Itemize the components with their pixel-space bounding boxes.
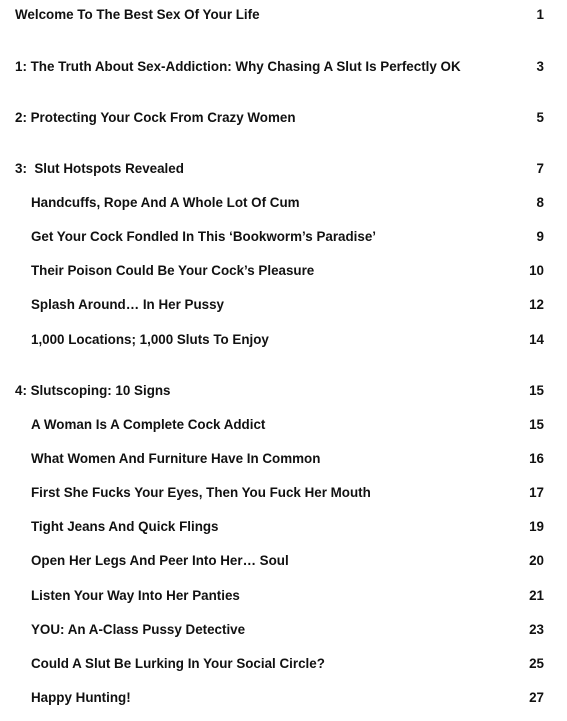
toc-entry-title: Handcuffs, Rope And A Whole Lot Of Cum <box>31 195 300 210</box>
toc-entry-title: What Women And Furniture Have In Common <box>31 451 321 466</box>
toc-entry-page: 25 <box>529 656 544 671</box>
toc-entry <box>0 483 567 503</box>
toc-entry-title: 2: Protecting Your Cock From Crazy Women <box>15 110 296 125</box>
toc-entry <box>0 159 567 179</box>
toc-entry <box>0 57 567 77</box>
toc-entry-page: 21 <box>529 588 544 603</box>
toc-entry-page: 5 <box>536 110 544 125</box>
toc-entry-page: 19 <box>529 519 544 534</box>
toc-entry <box>0 654 567 674</box>
toc-entry-title: A Woman Is A Complete Cock Addict <box>31 417 266 432</box>
toc-entry <box>0 108 567 128</box>
toc-entry-title: Splash Around… In Her Pussy <box>31 297 224 312</box>
toc-entry-page: 9 <box>536 229 544 244</box>
toc-entry-page: 17 <box>529 485 544 500</box>
toc-entry-page: 14 <box>529 332 544 347</box>
toc-entry <box>0 551 567 571</box>
toc-entry <box>0 227 567 247</box>
toc-entry-page: 10 <box>529 263 544 278</box>
toc-entry-title: Get Your Cock Fondled In This ‘Bookworm’s Paradise’ <box>31 229 376 244</box>
toc-entry <box>0 688 567 708</box>
toc-entry-title: 1,000 Locations; 1,000 Sluts To Enjoy <box>31 332 269 347</box>
toc-entry <box>0 620 567 640</box>
toc-entry <box>0 295 567 315</box>
toc-entry-title: First She Fucks Your Eyes, Then You Fuck Her Mouth <box>31 485 371 500</box>
toc-entry-title: 3: Slut Hotspots Revealed <box>15 161 184 176</box>
toc-entry <box>0 586 567 606</box>
toc-entry <box>0 330 567 350</box>
toc-entry-title: Their Poison Could Be Your Cock’s Pleasure <box>31 263 315 278</box>
toc-entry-page: 20 <box>529 553 544 568</box>
toc-entry-page: 7 <box>536 161 544 176</box>
toc-entry <box>0 193 567 213</box>
toc-entry <box>0 261 567 281</box>
toc-entry-title: YOU: An A-Class Pussy Detective <box>31 622 246 637</box>
toc-entry-page: 15 <box>529 383 544 398</box>
toc-entry-page: 15 <box>529 417 544 432</box>
toc-entry <box>0 5 567 25</box>
toc-entry-page: 16 <box>529 451 544 466</box>
toc-entry-title: Listen Your Way Into Her Panties <box>31 588 240 603</box>
toc-entry-page: 27 <box>529 690 544 705</box>
toc-entry <box>0 449 567 469</box>
toc-entry-title: Happy Hunting! <box>31 690 131 705</box>
toc-entry-title: Tight Jeans And Quick Flings <box>31 519 219 534</box>
toc-entry-page: 1 <box>536 7 544 22</box>
toc-entry-title: Welcome To The Best Sex Of Your Life <box>15 7 260 22</box>
toc-entry <box>0 517 567 537</box>
toc-entry-title: 1: The Truth About Sex-Addiction: Why Chasing A Slut Is Perfectly OK <box>15 59 461 74</box>
toc-entry-page: 8 <box>536 195 544 210</box>
toc-entry-title: 4: Slutscoping: 10 Signs <box>15 383 171 398</box>
toc-entry-title: Could A Slut Be Lurking In Your Social Circle? <box>31 656 325 671</box>
toc-entry-page: 3 <box>536 59 544 74</box>
toc-entry-page: 12 <box>529 297 544 312</box>
toc-entry <box>0 381 567 401</box>
toc-entry-page: 23 <box>529 622 544 637</box>
toc-entry <box>0 415 567 435</box>
toc-entry-title: Open Her Legs And Peer Into Her… Soul <box>31 553 289 568</box>
